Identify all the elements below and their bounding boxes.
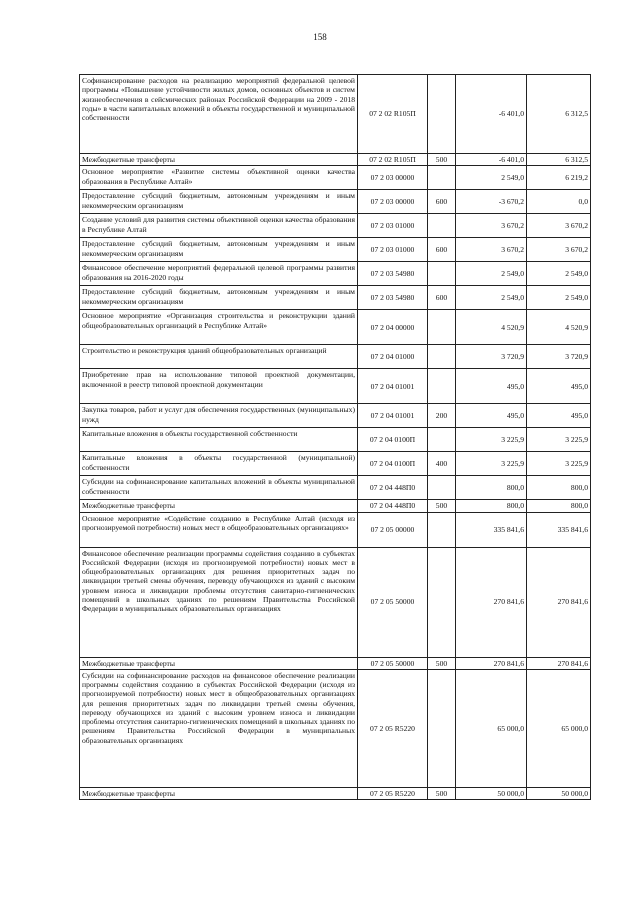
row-description: Строительство и реконструкция зданий общеобразовательных организаций	[80, 345, 358, 369]
table-row	[80, 190, 591, 214]
table-row	[80, 238, 591, 262]
row-code: 07 2 05 00000	[358, 512, 428, 547]
table-row	[80, 262, 591, 286]
row-code: 07 2 04 01000	[358, 345, 428, 369]
row-amount-2: 800,0	[527, 476, 591, 500]
table-row	[80, 310, 591, 345]
row-description: Межбюджетные трансферты	[80, 657, 358, 669]
row-amount-1: 335 841,6	[456, 512, 527, 547]
row-amount-1: 270 841,6	[456, 657, 527, 669]
row-code: 07 2 03 54980	[358, 262, 428, 286]
row-expense-type	[428, 669, 456, 787]
row-expense-type: 500	[428, 500, 456, 512]
row-expense-type: 200	[428, 404, 456, 428]
row-amount-2: 3 225,9	[527, 428, 591, 452]
table-row	[80, 657, 591, 669]
table-row	[80, 476, 591, 500]
row-amount-2: 3 225,9	[527, 452, 591, 476]
budget-table	[79, 74, 591, 800]
row-amount-1: 2 549,0	[456, 166, 527, 190]
row-description: Капитальные вложения в объекты государственной (муниципальной) собственности	[80, 452, 358, 476]
row-amount-2: 335 841,6	[527, 512, 591, 547]
row-description: Предоставление субсидий бюджетным, автономным учреждениям и иным некоммерческим организациям	[80, 190, 358, 214]
row-amount-2: 4 520,9	[527, 310, 591, 345]
row-code: 07 2 04 01001	[358, 369, 428, 404]
table-row	[80, 75, 591, 154]
row-amount-1: 3 225,9	[456, 452, 527, 476]
row-amount-2: 270 841,6	[527, 547, 591, 657]
row-amount-1: 3 225,9	[456, 428, 527, 452]
table-row	[80, 669, 591, 787]
row-code: 07 2 05 R5220	[358, 669, 428, 787]
row-amount-2: 2 549,0	[527, 286, 591, 310]
row-expense-type: 600	[428, 238, 456, 262]
row-expense-type	[428, 512, 456, 547]
row-expense-type	[428, 428, 456, 452]
row-code: 07 2 04 01001	[358, 404, 428, 428]
row-amount-2: 3 670,2	[527, 214, 591, 238]
row-code: 07 2 04 00000	[358, 310, 428, 345]
row-amount-2: 50 000,0	[527, 787, 591, 799]
row-amount-1: 3 670,2	[456, 238, 527, 262]
row-expense-type	[428, 262, 456, 286]
row-code: 07 2 03 01000	[358, 214, 428, 238]
row-expense-type: 500	[428, 154, 456, 166]
row-code: 07 2 04 0100П	[358, 428, 428, 452]
row-code: 07 2 05 50000	[358, 657, 428, 669]
row-code: 07 2 05 R5220	[358, 787, 428, 799]
row-amount-1: 3 720,9	[456, 345, 527, 369]
row-expense-type	[428, 166, 456, 190]
row-amount-2: 495,0	[527, 369, 591, 404]
row-description: Основное мероприятие «Развитие системы объективной оценки качества образования в Республике Алтай»	[80, 166, 358, 190]
row-amount-1: 3 670,2	[456, 214, 527, 238]
row-description: Капитальные вложения в объекты государственной собственности	[80, 428, 358, 452]
table-row	[80, 154, 591, 166]
row-amount-1: 2 549,0	[456, 286, 527, 310]
row-code: 07 2 03 00000	[358, 190, 428, 214]
row-amount-1: 50 000,0	[456, 787, 527, 799]
table-row	[80, 286, 591, 310]
row-amount-1: -6 401,0	[456, 154, 527, 166]
table-row	[80, 214, 591, 238]
row-amount-2: 3 720,9	[527, 345, 591, 369]
row-amount-2: 65 000,0	[527, 669, 591, 787]
table-row	[80, 787, 591, 799]
row-expense-type	[428, 345, 456, 369]
row-amount-1: 800,0	[456, 500, 527, 512]
row-amount-2: 3 670,2	[527, 238, 591, 262]
row-amount-2: 495,0	[527, 404, 591, 428]
row-amount-1: 495,0	[456, 369, 527, 404]
row-code: 07 2 03 00000	[358, 166, 428, 190]
table-row	[80, 512, 591, 547]
table-row	[80, 166, 591, 190]
row-description: Межбюджетные трансферты	[80, 787, 358, 799]
row-expense-type	[428, 476, 456, 500]
row-expense-type: 600	[428, 286, 456, 310]
row-code: 07 2 04 448П0	[358, 476, 428, 500]
row-description: Софинансирование расходов на реализацию мероприятий федеральной целевой программы «Повышение устойчивости жилых домов, основных объектов и систем жизнеобеспечения в сейсмических районах Российской Федерации на 2009 - 2018 годы» в части капитальных вложений в объекты государственной и муниципальной собственности	[80, 75, 358, 154]
row-amount-2: 2 549,0	[527, 262, 591, 286]
row-code: 07 2 03 01000	[358, 238, 428, 262]
row-expense-type: 500	[428, 657, 456, 669]
row-description: Финансовое обеспечение мероприятий федеральной целевой программы развития образования на 2016-2020 годы	[80, 262, 358, 286]
row-description: Создание условий для развития системы объективной оценки качества образования в Республике Алтай	[80, 214, 358, 238]
row-amount-1: 495,0	[456, 404, 527, 428]
row-description: Приобретение прав на использование типовой проектной документации, включенной в реестр типовой проектной документации	[80, 369, 358, 404]
page-number: 158	[313, 32, 327, 42]
row-expense-type: 600	[428, 190, 456, 214]
row-amount-2: 800,0	[527, 500, 591, 512]
table-row	[80, 452, 591, 476]
row-amount-2: 0,0	[527, 190, 591, 214]
row-expense-type	[428, 214, 456, 238]
row-amount-1: 4 520,9	[456, 310, 527, 345]
table-row	[80, 428, 591, 452]
table-row	[80, 547, 591, 657]
row-amount-1: 2 549,0	[456, 262, 527, 286]
row-expense-type	[428, 547, 456, 657]
row-amount-1: -6 401,0	[456, 75, 527, 154]
row-expense-type	[428, 75, 456, 154]
row-amount-2: 6 312,5	[527, 154, 591, 166]
row-code: 07 2 04 448П0	[358, 500, 428, 512]
row-expense-type: 500	[428, 787, 456, 799]
row-code: 07 2 02 R105П	[358, 75, 428, 154]
table-row	[80, 369, 591, 404]
row-amount-2: 6 312,5	[527, 75, 591, 154]
row-code: 07 2 02 R105П	[358, 154, 428, 166]
row-description: Предоставление субсидий бюджетным, автономным учреждениям и иным некоммерческим организациям	[80, 238, 358, 262]
row-amount-1: 800,0	[456, 476, 527, 500]
row-description: Субсидии на софинансирование капитальных вложений в объекты муниципальной собственности	[80, 476, 358, 500]
row-amount-2: 6 219,2	[527, 166, 591, 190]
row-description: Субсидии на софинансирование расходов на финансовое обеспечение реализации программы содействия созданию в субъектах Российской Федерации (исходя из прогнозируемой потребности) новых мест в общеобразовательных организациях для решения приоритетных задач по ликвидации третьей смены обучения, переводу обучающихся из зданий с высоким уровнем износа и ликвидации проблемы отсутствия санитарно-гигиенических помещений в школьных зданиях по решениям Правительства Российской Федерации в муниципальных образовательных организациях	[80, 669, 358, 787]
row-expense-type	[428, 310, 456, 345]
table-row	[80, 404, 591, 428]
row-expense-type: 400	[428, 452, 456, 476]
row-amount-2: 270 841,6	[527, 657, 591, 669]
row-code: 07 2 05 50000	[358, 547, 428, 657]
row-amount-1: 270 841,6	[456, 547, 527, 657]
table-row	[80, 500, 591, 512]
row-description: Межбюджетные трансферты	[80, 154, 358, 166]
row-code: 07 2 04 0100П	[358, 452, 428, 476]
row-amount-1: -3 670,2	[456, 190, 527, 214]
table-row	[80, 345, 591, 369]
row-description: Основное мероприятие «Организация строительства и реконструкции зданий общеобразовательных организаций в Республике Алтай»	[80, 310, 358, 345]
row-description: Финансовое обеспечение реализации программы содействия созданию в субъектах Российской Федерации (исходя из прогнозируемой потребности) новых мест в общеобразовательных организациях для решения приоритетных задач по ликвидации третьей смены обучения, переводу обучающихся из зданий с высоким уровнем износа и ликвидации проблемы отсутствия санитарно-гигиенических помещений в школьных зданиях по решениям Правительства Российской Федерации в муниципальных образовательных организациях	[80, 547, 358, 657]
row-description: Предоставление субсидий бюджетным, автономным учреждениям и иным некоммерческим организациям	[80, 286, 358, 310]
row-description: Основное мероприятие «Содействие созданию в Республике Алтай (исходя из прогнозируемой потребности) новых мест в общеобразовательных организациях»	[80, 512, 358, 547]
row-code: 07 2 03 54980	[358, 286, 428, 310]
row-expense-type	[428, 369, 456, 404]
row-amount-1: 65 000,0	[456, 669, 527, 787]
row-description: Межбюджетные трансферты	[80, 500, 358, 512]
row-description: Закупка товаров, работ и услуг для обеспечения государственных (муниципальных) нужд	[80, 404, 358, 428]
